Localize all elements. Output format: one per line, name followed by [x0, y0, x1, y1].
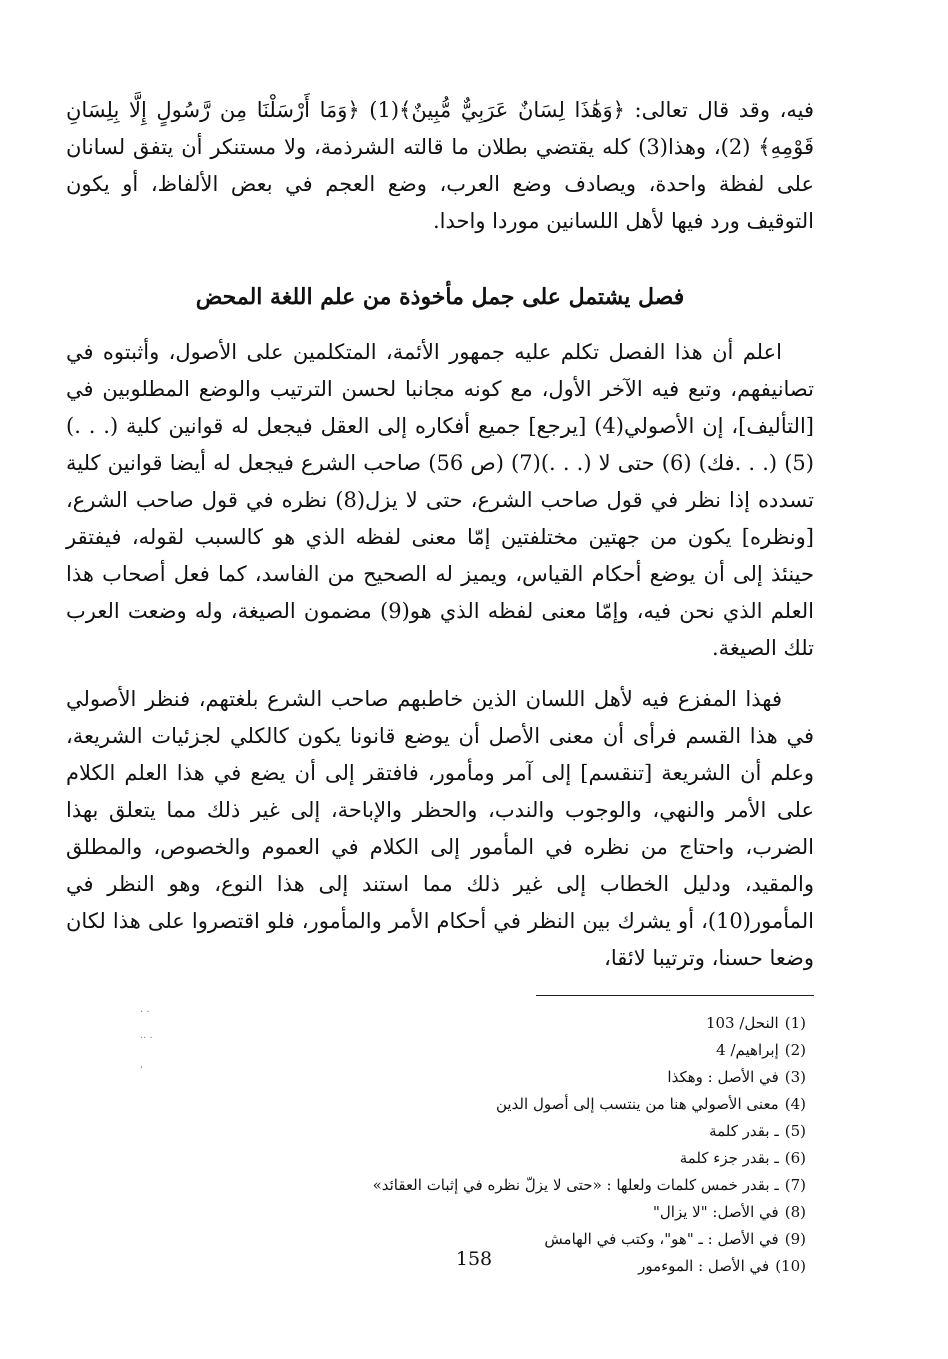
footnote-item: (8)في الأصل: "لا يزال" — [653, 1203, 806, 1221]
intro-paragraph: فيه، وقد قال تعالى: ﴿وَهَٰذَا لِسَانٌ عَرَبِيٌّ مُّبِينٌ﴾(1) ﴿وَمَا أَرْسَلْنَا مِن رَّسُولٍ إِلَّا بِلِسَانِ قَوْمِهِ﴾ (2)، وهذا(3) كله يقتضي بطلان ما قالته الشرذمة، ولا مستنكر أن يتفق لسانان على لفظة واحدة، ويصادف وضع العرب، وضع العجم في بعض الألفاظ، أو يكون التوقيف ورد فيها لأهل اللسانين موردا واحدا. — [66, 98, 815, 233]
footnote-item: (9)في الأصل : ـ "هو"، وكتب في الهامش — [544, 1230, 806, 1248]
footnote-divider — [536, 995, 814, 996]
footnote-item: (3)في الأصل : وهكذا — [667, 1068, 806, 1086]
scan-specks: · · ·· · , — [140, 1007, 153, 1070]
footnote-item: (1)النحل/ 103 — [705, 1014, 806, 1032]
page-number: 158 — [455, 1248, 493, 1270]
document-page — [66, 92, 814, 1322]
footnote-item: (7)ـ بقدر خمس كلمات ولعلها : «حتى لا يزلّ نظره في إثبات العقائد» — [372, 1176, 806, 1194]
footnotes-list — [66, 1010, 814, 1280]
footnote-item: (6)ـ بقدر جزء كلمة — [679, 1149, 806, 1167]
body-paragraph-3: فهذا المفزع فيه لأهل اللسان الذين خاطبهم صاحب الشرع بلغتهم، فنظر الأصولي في هذا القسم فرأى أن معنى الأصل أن يوضع قانونا يكون كالكلي لجزئيات الشريعة، وعلم أن الشريعة [تنقسم] إلى آمر ومأمور، فافتقر إلى أن يضع في هذا العلم الكلام على الأمر والنهي، والوجوب والندب، والحظر والإباحة، إلى غير ذلك مما يتعلق بهذا الضرب، واحتاج من نظره في المأمور إلى الكلام في العموم والخصوص، والمطلق والمقيد، ودليل الخطاب إلى غير ذلك مما استند إلى هذا النوع، وهو النظر في المأمور(10)، أو يشرك بين النظر في أحكام الأمر والمأمور، فلو اقتصروا على هذا لكان وضعا حسنا، وترتيبا لائقا، — [66, 687, 814, 970]
section-heading: فصل يشتمل على جمل مأخوذة من علم اللغة المحض — [195, 284, 685, 310]
footnote-item: (2)إبراهيم/ 4 — [716, 1041, 806, 1059]
footnote-item: (4)معنى الأصولي هنا من ينتسب إلى أصول الدين — [495, 1095, 806, 1113]
body-paragraph-2: اعلم أن هذا الفصل تكلم عليه جمهور الأئمة، المتكلمين على الأصول، وأثبتوه في تصانيفهم، وتبع فيه الآخر الأول، مع كونه مجانبا لحسن الترتيب والوضع المطلوبين في [التأليف]، إن الأصولي(4) [يرجع] جميع أفكاره إلى العقل فيجعل له قوانين كلية (. . .)(5) (. . .فك) (6) حتى لا (. . .)(7) (ص 56) صاحب الشرع فيجعل له أيضا قوانين كلية تسدده إذا نظر في قول صاحب الشرع، حتى لا يزل(8) نظره في قول صاحب الشرع، [ونظره] يكون من جهتين مختلفتين إمّا معنى لفظه الذي هو كالسبب لقوله، فيفتقر حينئذ إلى أن يوضع أحكام القياس، ويميز له الصحيح من الفاسد، كما فعل أصحاب هذا العلم الذي نحن فيه، وإمّا معنى لفظه الذي هو(9) مضمون الصيغة، وله وضعت العرب تلك الصيغة. — [66, 340, 814, 660]
footnote-item: (10)في الأصل : الموءمور — [638, 1257, 806, 1275]
footnote-item: (5)ـ بقدر كلمة — [709, 1122, 806, 1140]
